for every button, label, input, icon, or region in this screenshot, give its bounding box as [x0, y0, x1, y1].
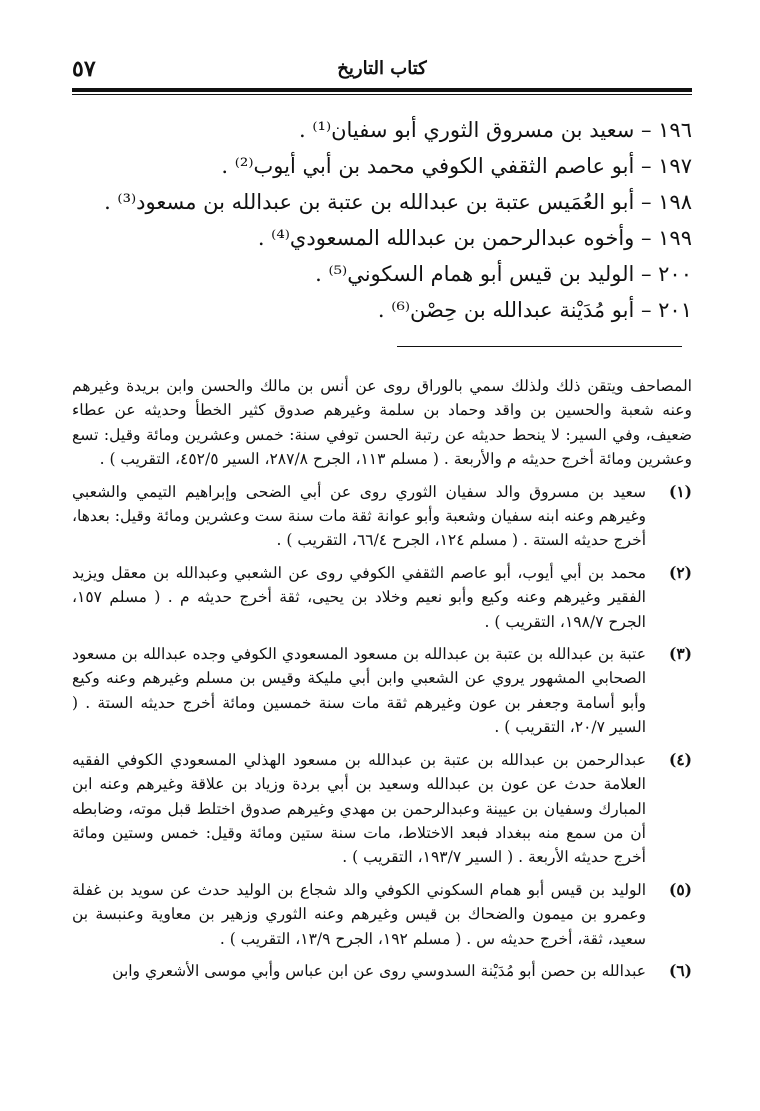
footnote-number: (١)	[668, 481, 692, 501]
footnotes	[72, 374, 692, 983]
entry-list	[72, 112, 692, 328]
footnote-text: عبدالله بن حصن أبو مُدَيْنة السدوسي روى عن ابن عباس وأبي موسى الأشعري وابن	[112, 961, 646, 980]
footnote-2	[72, 561, 692, 634]
header-rule-thick	[72, 88, 692, 92]
entry-200: ٢٠٠ – الوليد بن قيس أبو همام السكوني⁽⁵⁾ .	[315, 262, 692, 286]
running-header	[72, 58, 692, 84]
header-rule-thin	[72, 94, 692, 95]
footnote-continuation: المصاحف ويتقن ذلك ولذلك سمي بالوراق روى عن أنس بن مالك والحسن وابن بريدة وغيرهم وعنه شعبة والحسين بن واقد وحماد بن سلمة وغيرهم صدوق كثير الخطأ وحديثه عن عطاء ضعيف، وفي السير: لا ينحط حديثه عن رتبة الحسن توفي سنة: خمس وعشرين ومائة وقيل: تسع وعشرين ومائة أخرج حديثه م والأربعة . ( مسلم ١١٣، الجرح ٢٨٧/٨، السير ٤٥٢/٥، التقريب ) .	[72, 377, 692, 469]
footnote-5	[72, 878, 692, 951]
footnote-text: سعيد بن مسروق والد سفيان الثوري روى عن أبي الضحى وإبراهيم التيمي والشعبي وغيرهم وعنه ابنه سفيان وشعبة وأبو عوانة ثقة مات سنة ست وعشرين ومائة وقيل: بعدها، أخرج حديثه الستة . ( مسلم ١٢٤، الجرح ٦٦/٤، التقريب ) .	[72, 482, 646, 550]
footnote-4	[72, 748, 692, 870]
footnote-text: محمد بن أبي أيوب، أبو عاصم الثقفي الكوفي روى عن الشعبي وعبدالله بن معقل ويزيد الفقير وغيرهم وعنه وكيع وأبو نعيم وخلاد بن يحيى، ثقة أخرج حديثه م . ( مسلم ١٥٧، الجرح ١٩٨/٧، التقريب ) .	[72, 563, 646, 631]
book-title: كتاب التاريخ	[337, 58, 427, 79]
footnote-number: (٤)	[668, 749, 692, 769]
footnote-separator	[397, 346, 682, 347]
entry-198: ١٩٨ – أبو العُمَيس عتبة بن عبدالله بن عتبة بن عبدالله بن مسعود⁽³⁾ .	[104, 190, 692, 214]
footnote-3	[72, 642, 692, 740]
entry-201: ٢٠١ – أبو مُدَيْنة عبدالله بن حِصْن⁽⁶⁾ .	[377, 298, 692, 322]
entry-199: ١٩٩ – وأخوه عبدالرحمن بن عبدالله المسعودي⁽⁴⁾ .	[257, 226, 692, 250]
entry-197: ١٩٧ – أبو عاصم الثقفي الكوفي محمد بن أبي أيوب⁽²⁾ .	[221, 154, 692, 178]
entry-196: ١٩٦ – سعيد بن مسروق الثوري أبو سفيان⁽¹⁾ .	[299, 118, 692, 142]
footnote-text: عبدالرحمن بن عبدالله بن عتبة بن عبدالله بن مسعود الهذلي المسعودي الكوفي الفقيه العلامة حدث عن عون بن عبدالله وسعيد بن أبي بردة وزياد بن علاقة وغيرهم وعنه ابن المبارك وسفيان بن عيينة وعبدالرحمن بن مهدي وغيرهم صدوق اختلط قبل موته، وضابطه أن من سمع منه ببغداد فبعد الاختلاط، مات سنة ستين ومائة وقيل: خمس وستين ومائة أخرج حديثه الأربعة . ( السير ١٩٣/٧، التقريب ) .	[72, 750, 646, 867]
footnote-number: (٣)	[668, 644, 692, 664]
footnote-number: (٢)	[668, 562, 692, 582]
footnote-number: (٥)	[668, 879, 692, 899]
footnote-1	[72, 480, 692, 553]
footnote-number: (٦)	[668, 960, 692, 980]
footnote-6	[72, 959, 692, 983]
footnote-text: عتبة بن عبدالله بن عتبة بن عبدالله بن مسعود المسعودي الكوفي وجده عبدالله بن مسعود الصحابي المشهور يروي عن الشعبي وابن أبي مليكة وقيس بن مسلم وغيرهم وعنه وكيع وأبو أسامة وجعفر بن عون وغيرهم ثقة مات سنة خمسين ومائة أخرج حديثه الستة . ( السير ٢٠/٧، التقريب ) .	[72, 645, 646, 737]
footnote-text: الوليد بن قيس أبو همام السكوني الكوفي والد شجاع بن الوليد حدث عن سويد بن غفلة وعمرو بن ميمون والضحاك بن قيس وغيرهم وعنه الثوري وزهير بن معاوية وعنبسة بن سعيد، ثقة، أخرج حديثه س . ( مسلم ١٩٢، الجرح ١٣/٩، التقريب ) .	[72, 880, 646, 948]
page-number: ٥٧	[72, 56, 96, 82]
